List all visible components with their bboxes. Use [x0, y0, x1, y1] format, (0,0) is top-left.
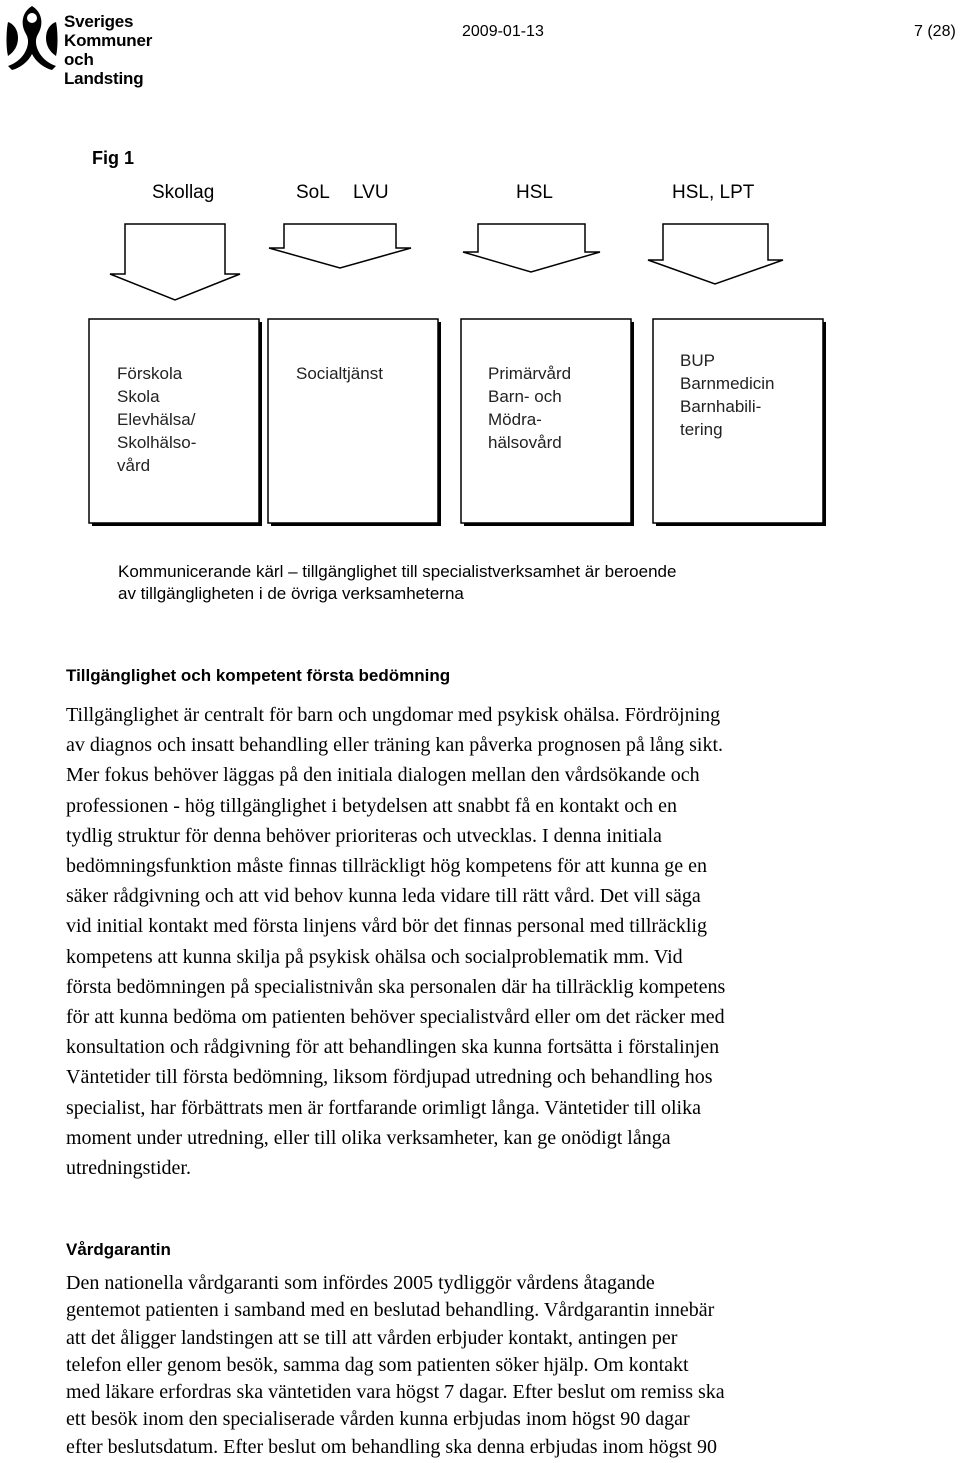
law-label-hsl: HSL	[516, 182, 553, 203]
paragraph-line: specialist, har förbättrats men är fortfarande orimligt långa. Väntetider till olika	[66, 1096, 701, 1119]
paragraph-line: Tillgänglighet är centralt för barn och ungdomar med psykisk ohälsa. Fördröjning	[66, 704, 721, 726]
section-body-accessibility	[66, 700, 866, 1183]
figure-title: Fig 1	[92, 148, 135, 168]
arrow-down-icon	[648, 224, 783, 284]
paragraph-line: kompetens att kunna skilja på psykisk ohälsa och socialproblematik mm. Vid	[66, 945, 683, 968]
paragraph-line: första bedömningen på specialistnivån ska personalen där ha tillräcklig kompetens	[66, 975, 726, 998]
paragraph-line: med läkare erfordras ska väntetiden vara högst 7 dagar. Efter beslut om remiss ska	[66, 1381, 725, 1404]
paragraph-line: utredningstider.	[66, 1157, 191, 1180]
paragraph-line: säker rådgivning och att vid behov kunna leda vidare till rätt vård. Det vill säga	[66, 885, 701, 908]
law-label-skollag: Skollag	[152, 182, 215, 203]
arrow-down-icon	[269, 224, 411, 268]
paragraph-line: gentemot patienten i samband med en beslutad behandling. Vårdgarantin innebär	[66, 1299, 715, 1322]
paragraph-line: bedömningsfunktion måste finnas tillräckligt hög kompetens för att kunna ge en	[66, 855, 707, 878]
box-specialist-care: BUP Barnmedicin Barnhabili- tering	[680, 351, 775, 439]
logo-text-line-3: och Landsting	[64, 50, 144, 88]
paragraph-line: efter beslutsdatum. Efter beslut om behandling ska denna erbjudas inom högst 90	[66, 1435, 717, 1458]
arrow-down-icon	[110, 224, 240, 300]
paragraph-line: Väntetider till första bedömning, liksom fördjupad utredning och behandling hos	[66, 1066, 713, 1089]
box-social-services: Socialtjänst	[296, 364, 383, 383]
section-heading-accessibility: Tillgänglighet och kompetent första bedömning	[66, 666, 451, 685]
paragraph-line: telefon eller genom besök, samma dag som patienten söker hjälp. Om kontakt	[66, 1353, 689, 1376]
law-label-hsl-lpt: HSL, LPT	[672, 182, 755, 203]
header-page-number: 7 (28)	[914, 23, 956, 40]
paragraph-line: tydlig struktur för denna behöver prioriteras och utvecklas. I denna initiala	[66, 824, 662, 847]
paragraph-line: konsultation och rådgivning för att behandlingen ska kunna fortsätta i förstalinjen	[66, 1036, 720, 1059]
logo-text-line-2: Kommuner	[64, 31, 153, 50]
caption-line: Kommunicerande kärl – tillgänglighet till specialistverksamhet är beroende	[118, 562, 677, 581]
arrow-down-icon	[463, 224, 600, 272]
section-body-care-guarantee	[66, 1270, 866, 1461]
paragraph-line: för att kunna bedöma om patienten behöver specialistvård eller om det räcker med	[66, 1006, 725, 1029]
caption-line: av tillgängligheten i de övriga verksamheterna	[118, 584, 464, 603]
paragraph-line: professionen - hög tillgänglighet i betydelsen att snabbt få en kontakt och en	[66, 794, 677, 817]
box-school: Förskola Skola Elevhälsa/ Skolhälso- vård	[117, 364, 197, 475]
paragraph-line: Den nationella vårdgaranti som infördes 2005 tydliggör vårdens åtagande	[66, 1272, 655, 1294]
law-label-sol: SoL	[296, 182, 330, 203]
logo-text-line-1: Sveriges	[64, 12, 134, 31]
paragraph-line: att det åligger landstingen att se till att vården erbjuder kontakt, antingen per	[66, 1326, 678, 1349]
section-heading-care-guarantee: Vårdgarantin	[66, 1240, 171, 1259]
paragraph-line: vid initial kontakt med första linjens vård bör det finnas personal med tillräcklig	[66, 915, 707, 938]
paragraph-line: av diagnos och insatt behandling eller träning kan påverka prognosen på lång sikt.	[66, 734, 724, 757]
paragraph-line: Mer fokus behöver läggas på den initiala dialogen mellan den vårdsökande och	[66, 764, 700, 787]
header-date: 2009-01-13	[462, 23, 544, 40]
box-primary-care: Primärvård Barn- och Mödra- hälsovård	[488, 364, 572, 452]
paragraph-line: ett besök inom den specialiserade vården kunna erbjudas inom högst 90 dagar	[66, 1408, 690, 1431]
paragraph-line: moment under utredning, eller till olika verksamheter, kan ge onödigt långa	[66, 1126, 671, 1149]
figure-caption	[118, 561, 838, 605]
law-label-lvu: LVU	[353, 182, 389, 203]
